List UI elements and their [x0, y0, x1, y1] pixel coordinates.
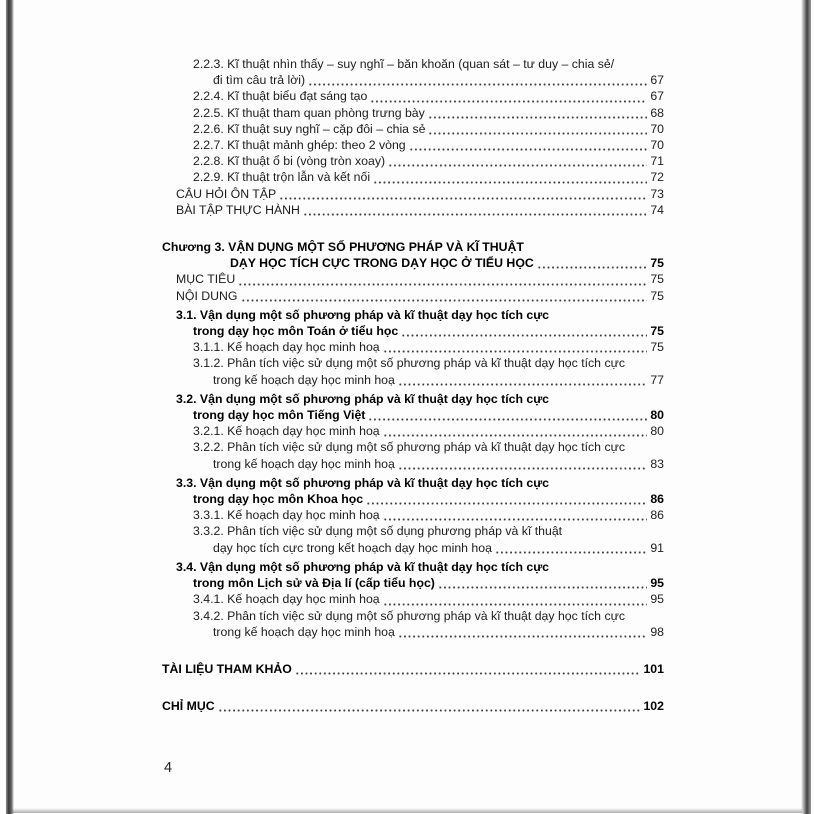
toc-entry-label: trong dạy học môn Khoa học — [193, 492, 364, 507]
toc-entry-leader-line — [162, 540, 664, 556]
toc-entry-text-line — [162, 439, 664, 455]
toc-entry-leader-line — [162, 372, 664, 388]
dotted-leader — [370, 100, 647, 103]
toc-entry — [162, 88, 664, 104]
page-edge-left — [6, 0, 14, 814]
dotted-leader — [438, 586, 647, 589]
toc-entry-page-number: 75 — [650, 324, 664, 339]
dotted-leader — [537, 266, 648, 269]
toc-entry-text-line — [162, 56, 664, 72]
toc-entry-leader-line — [162, 456, 664, 472]
dotted-leader — [495, 551, 647, 554]
toc-entry-page-number: 86 — [650, 492, 664, 507]
toc-entry-label: Chương 3. VẬN DỤNG MỘT SỐ PHƯƠNG PHÁP VÀ KĨ THUẬT — [162, 240, 524, 255]
toc-entry — [162, 137, 664, 153]
toc-entry-label: BÀI TẬP THỰC HÀNH — [176, 202, 300, 217]
toc-entry-leader-line — [162, 288, 664, 304]
toc-entry-leader-line — [162, 72, 664, 88]
toc-entry — [162, 355, 664, 387]
toc-entry-page-number: 70 — [650, 121, 664, 136]
toc-entry — [162, 153, 664, 169]
dotted-leader — [238, 283, 647, 286]
toc-entry-page-number: 101 — [643, 661, 664, 676]
toc-entry-label: 3.2.1. Kế hoạch dạy học minh hoạ — [193, 424, 380, 439]
toc-entry-page-number: 77 — [650, 372, 664, 387]
toc-entry — [162, 423, 664, 439]
toc-entry-label: 3.3.2. Phân tích việc sử dụng một số dụng phương pháp và kĩ thuật — [193, 524, 563, 539]
toc-entry-text-line — [162, 608, 664, 624]
toc-entry-text-line — [162, 559, 664, 575]
toc-entry — [162, 391, 664, 423]
toc-entry-leader-line — [162, 202, 664, 218]
toc-entry — [162, 239, 664, 271]
toc-entry-page-number: 91 — [650, 540, 664, 555]
toc-entry — [162, 121, 664, 137]
page-edge-right — [801, 0, 811, 814]
toc-entry-leader-line — [162, 137, 664, 153]
toc-entry-page-number: 72 — [650, 170, 664, 185]
toc-entry-page-number: 73 — [650, 186, 664, 201]
toc-entry — [162, 591, 664, 607]
toc-entry-leader-line — [162, 323, 664, 339]
toc-entry — [162, 559, 664, 591]
toc-entry-leader-line — [162, 169, 664, 185]
toc-entry — [162, 202, 664, 218]
toc-entry-label: 2.2.3. Kĩ thuật nhìn thấy – suy nghĩ – băn khoăn (quan sát – tư duy – chia sẻ/ — [193, 57, 615, 71]
toc-entry-page-number: 67 — [650, 89, 664, 104]
toc-entry-page-number: 86 — [650, 508, 664, 523]
toc-entry-label: 3.4. Vận dụng một số phương pháp và kĩ thuật dạy học tích cực — [176, 559, 549, 574]
toc-entry-label: 2.2.5. Kĩ thuật tham quan phòng trưng bày — [193, 105, 425, 120]
toc-entry-page-number: 102 — [643, 699, 664, 714]
toc-entry-page-number: 95 — [650, 592, 664, 607]
toc-entry-page-number: 75 — [650, 272, 664, 287]
toc-entry — [162, 271, 664, 287]
toc-entry-label: trong dạy học môn Tiếng Việt — [193, 408, 366, 423]
toc-entry-label: DẠY HỌC TÍCH CỰC TRONG DẠY HỌC Ở TIỂU HỌC — [230, 256, 534, 271]
dotted-leader — [303, 213, 647, 216]
toc-entry — [162, 475, 664, 507]
dotted-leader — [383, 434, 648, 437]
dotted-leader — [383, 518, 648, 521]
toc-entry-text-line — [162, 355, 664, 371]
toc-entry-leader-line — [162, 661, 664, 677]
toc-entry — [162, 186, 664, 202]
toc-entry-page-number: 83 — [650, 456, 664, 471]
dotted-leader — [398, 635, 647, 638]
toc-entry-leader-line — [162, 575, 664, 591]
toc-entry-label: trong kế hoạch dạy học minh hoạ — [213, 372, 395, 387]
page-number: 4 — [164, 760, 173, 776]
dotted-leader — [401, 334, 647, 337]
toc-entry-label: 3.4.2. Phân tích việc sử dụng một số phương pháp và kĩ thuật dạy học tích cực — [193, 608, 625, 623]
dotted-leader — [241, 299, 648, 302]
toc-entry — [162, 439, 664, 471]
toc-entry-label: trong môn Lịch sử và Địa lí (cấp tiểu học) — [193, 576, 435, 591]
toc-entry-text-line — [162, 307, 664, 323]
toc-entry-label: trong kế hoạch dạy học minh hoạ — [213, 456, 395, 471]
toc-entry-label: đi tìm câu trả lời) — [213, 73, 306, 88]
toc-entry-label: 3.1. Vận dụng một số phương pháp và kĩ thuật dạy học tích cực — [176, 307, 549, 322]
toc-entry-page-number: 68 — [650, 105, 664, 120]
dotted-leader — [366, 502, 647, 505]
toc-entry-label: dạy học tích cực trong kết hoạch dạy học minh hoạ — [213, 540, 492, 555]
dotted-leader — [383, 350, 648, 353]
toc-entry — [162, 507, 664, 523]
toc-entry-page-number: 70 — [650, 138, 664, 153]
toc-entry-page-number: 98 — [650, 624, 664, 639]
toc-entry — [162, 339, 664, 355]
toc-entry-label: 2.2.6. Kĩ thuật suy nghĩ – cặp đôi – chia sẻ — [193, 121, 426, 136]
toc-entry-label: 3.1.2. Phân tích việc sử dụng một số phương pháp và kĩ thuật dạy học tích cực — [193, 356, 625, 371]
toc-entry-page-number: 75 — [650, 340, 664, 355]
dotted-leader — [279, 197, 647, 200]
toc-entry-page-number: 74 — [650, 202, 664, 217]
dotted-leader — [428, 116, 648, 119]
toc-entry — [162, 523, 664, 555]
toc-entry-leader-line — [162, 491, 664, 507]
toc-entry — [162, 307, 664, 339]
toc-entry — [162, 288, 664, 304]
toc-entry-leader-line — [162, 271, 664, 287]
toc-entry-leader-line — [162, 407, 664, 423]
toc-list — [162, 56, 664, 714]
toc-entry-label: 3.3. Vận dụng một số phương pháp và kĩ thuật dạy học tích cực — [176, 475, 549, 490]
toc-entry-page-number: 95 — [650, 576, 664, 591]
toc-entry-label: 2.2.7. Kĩ thuật mảnh ghép: theo 2 vòng — [193, 138, 406, 153]
toc-entry-label: MỤC TIÊU — [176, 272, 236, 287]
toc-entry-label: 2.2.8. Kĩ thuật ổ bi (vòng tròn xoay) — [193, 154, 386, 169]
dotted-leader — [373, 181, 647, 184]
toc-entry-page-number: 71 — [650, 154, 664, 169]
toc-entry-label: CÂU HỎI ÔN TẬP — [176, 186, 277, 201]
toc-entry-text-line — [162, 475, 664, 491]
toc-entry-leader-line — [162, 698, 664, 714]
toc-entry-leader-line — [162, 507, 664, 523]
toc-entry-leader-line — [162, 339, 664, 355]
toc-entry-page-number: 67 — [650, 73, 664, 88]
toc-entry — [162, 56, 664, 88]
dotted-leader — [409, 148, 648, 151]
toc-entry-leader-line — [162, 186, 664, 202]
toc-entry-label: 3.2.2. Phân tích việc sử dụng một số phương pháp và kĩ thuật dạy học tích cực — [193, 440, 625, 455]
toc-entry-text-line — [162, 239, 664, 255]
toc-entry-label: trong kế hoạch dạy học minh hoạ — [213, 624, 395, 639]
dotted-leader — [368, 418, 647, 421]
dotted-leader — [398, 467, 647, 470]
dotted-leader — [428, 132, 647, 135]
toc-entry-leader-line — [162, 591, 664, 607]
dotted-leader — [308, 83, 647, 86]
toc-entry — [162, 169, 664, 185]
toc-entry-label: TÀI LIỆU THAM KHẢO — [162, 661, 292, 676]
toc-entry-label: 3.4.1. Kế hoạch dạy học minh hoạ — [193, 592, 380, 607]
toc-entry-leader-line — [162, 423, 664, 439]
page-edge-bottom — [12, 808, 802, 813]
toc-entry-leader-line — [162, 153, 664, 169]
dotted-leader — [383, 603, 648, 606]
table-of-contents — [162, 56, 664, 714]
toc-entry-label: NỘI DUNG — [176, 288, 238, 303]
toc-entry-label: CHỈ MỤC — [162, 699, 215, 714]
dotted-leader — [388, 164, 647, 167]
toc-entry-label: 3.3.1. Kế hoạch dạy học minh hoạ — [193, 508, 380, 523]
toc-entry-label: 2.2.9. Kĩ thuật trộn lẫn và kết nối — [193, 170, 371, 185]
toc-entry-page-number: 75 — [650, 256, 664, 271]
toc-entry-leader-line — [162, 88, 664, 104]
toc-entry-label: trong dạy học môn Toán ở tiểu học — [193, 324, 399, 339]
toc-entry-text-line — [162, 523, 664, 539]
dotted-leader — [218, 709, 641, 712]
toc-entry — [162, 698, 664, 714]
toc-entry-leader-line — [162, 255, 664, 271]
toc-entry — [162, 661, 664, 677]
toc-entry-leader-line — [162, 624, 664, 640]
dotted-leader — [295, 672, 641, 675]
toc-entry-label: 3.2. Vận dụng một số phương pháp và kĩ thuật dạy học tích cực — [176, 391, 549, 406]
toc-entry-leader-line — [162, 105, 664, 121]
toc-entry — [162, 105, 664, 121]
toc-entry — [162, 608, 664, 640]
toc-entry-text-line — [162, 391, 664, 407]
toc-entry-label: 2.2.4. Kĩ thuật biểu đạt sáng tạo — [193, 89, 368, 104]
toc-entry-leader-line — [162, 121, 664, 137]
toc-entry-label: 3.1.1. Kế hoạch dạy học minh hoạ — [193, 340, 380, 355]
toc-entry-page-number: 80 — [650, 424, 664, 439]
toc-entry-page-number: 80 — [650, 408, 664, 423]
dotted-leader — [398, 383, 647, 386]
toc-entry-page-number: 75 — [650, 288, 664, 303]
